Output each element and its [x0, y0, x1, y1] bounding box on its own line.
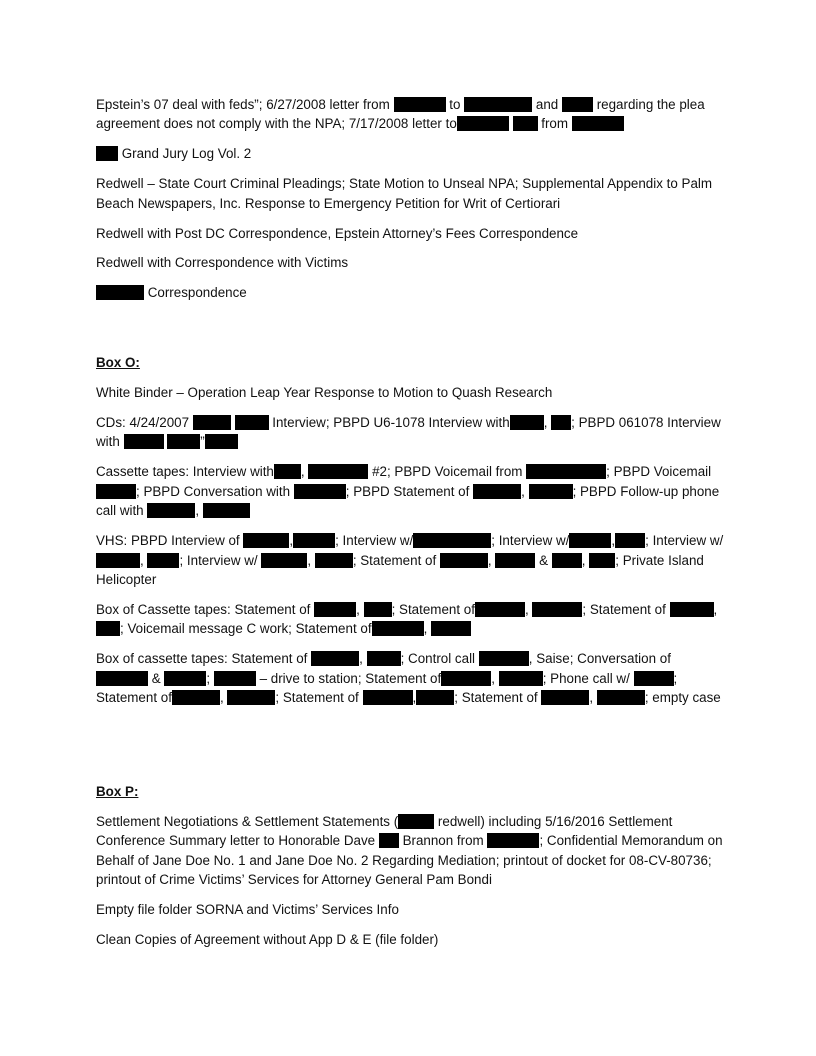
text: ; Statement of: [582, 601, 666, 617]
redaction: [311, 651, 359, 666]
redaction: [572, 116, 624, 131]
text: , Saise; Conversation of: [528, 651, 671, 667]
text: Box of cassette tapes: Statement of: [96, 651, 308, 667]
grand-jury-entry: [96, 144, 724, 163]
text: ; Statement of: [454, 689, 538, 705]
text: ,: [195, 503, 200, 519]
text: Brannon from: [402, 833, 484, 849]
box-cassette-entry-2: [96, 649, 724, 707]
text: ,: [487, 552, 492, 568]
text: ,: [543, 415, 548, 431]
text: and: [535, 97, 559, 112]
cassette-tapes-entry: [96, 462, 724, 520]
redaction: [203, 503, 250, 518]
redaction: [541, 690, 589, 705]
text: ; PBPD 061078 Interview with: [96, 415, 721, 450]
redaction: [96, 621, 120, 636]
text: ,: [359, 651, 363, 667]
redaction: [532, 602, 582, 617]
redaction: [464, 97, 532, 112]
text: ; PBPD Voicemail: [606, 464, 712, 480]
redaction: [294, 484, 346, 499]
redaction: [372, 621, 424, 636]
redwell-victims-entry: Redwell with Correspondence with Victims: [96, 255, 349, 271]
cds-entry: [96, 413, 724, 452]
redaction: [227, 690, 275, 705]
redaction: [552, 553, 582, 568]
redaction: [526, 464, 606, 479]
redaction: [364, 602, 392, 617]
text: ,: [713, 601, 718, 617]
text: Epstein’s 07 deal with feds”; 6/27/2008 letter from: [96, 97, 390, 112]
redaction: [147, 553, 179, 568]
text: ,: [307, 552, 312, 568]
redaction: [167, 434, 200, 449]
correspondence-entry: [96, 283, 724, 302]
text: ,: [356, 601, 360, 617]
redaction: [589, 553, 615, 568]
clean-copies-entry: Clean Copies of Agreement without App D & E (file folder): [96, 931, 439, 947]
box-p-heading: Box P:: [96, 783, 139, 799]
redaction: [431, 621, 471, 636]
redaction: [473, 484, 521, 499]
text: ,: [289, 533, 294, 549]
text: &: [151, 670, 161, 686]
redaction: [96, 285, 144, 300]
text: ; Statement of: [96, 670, 678, 705]
text: ; Interview w/: [335, 533, 414, 549]
redaction: [96, 553, 140, 568]
redaction: [379, 833, 399, 848]
text: ,: [140, 552, 144, 568]
text: Box of Cassette tapes: Statement of: [96, 601, 311, 617]
redaction: [96, 671, 148, 686]
text: redwell) including 5/16/2016 Settlement Conference Summary letter to Honorable Dave: [96, 813, 673, 849]
redaction: [479, 651, 529, 666]
text: ,: [611, 533, 616, 549]
text: ,: [300, 464, 305, 480]
redaction: [510, 415, 544, 430]
redaction: [147, 503, 195, 518]
redaction: [214, 671, 256, 686]
redaction: [124, 434, 164, 449]
redaction: [670, 602, 714, 617]
text: ; Interview w/: [179, 552, 258, 568]
redwell-state-court-entry: Redwell – State Court Criminal Pleadings; State Motion to Unseal NPA; Supplemental Appendix to Palm Beach Newspapers, Inc. Response to Emergency Petition for Writ of Certiorari: [96, 176, 713, 211]
redaction: [363, 690, 413, 705]
redaction: [315, 553, 353, 568]
text: ;: [206, 670, 211, 686]
redaction: [499, 671, 543, 686]
redaction: [193, 415, 231, 430]
text: ; PBPD Statement of: [345, 483, 470, 499]
redaction: [615, 533, 645, 548]
redaction: [274, 464, 301, 479]
redaction: [551, 415, 571, 430]
box-cassette-entry-1: [96, 600, 724, 639]
text: ”: [200, 434, 205, 450]
redaction: [487, 833, 539, 848]
text: ; Confidential Memorandum on Behalf of Jane Doe No. 1 and Jane Doe No. 2 Regarding Mediation; printout of docket for 08-CV-80736; printout of Crime Victims’ Services for Attorney General Pam Bondi: [96, 833, 723, 887]
text: CDs: 4/24/2007: [96, 415, 190, 431]
text: ; Voicemail message C work; Statement of: [120, 621, 372, 637]
redaction: [314, 602, 356, 617]
redaction: [562, 97, 593, 112]
redaction: [96, 146, 118, 161]
redaction: [394, 97, 446, 112]
text: ,: [423, 621, 428, 637]
text: ; Private Island Helicopter: [96, 552, 704, 587]
redaction: [441, 671, 491, 686]
text: Settlement Negotiations & Settlement Statements (: [96, 813, 399, 829]
text: Correspondence: [147, 285, 247, 301]
box-o-heading: Box O:: [96, 355, 140, 371]
text: ,: [521, 483, 525, 499]
text: ,: [581, 552, 586, 568]
text: &: [539, 552, 549, 568]
vhs-entry: [96, 531, 724, 589]
empty-folder-entry: Empty file folder SORNA and Victims’ Services Info: [96, 901, 399, 917]
redaction: [96, 484, 136, 499]
redaction: [261, 553, 307, 568]
redaction: [398, 814, 434, 829]
text: ; Statement of: [352, 552, 437, 568]
redaction: [416, 690, 454, 705]
white-binder-entry: White Binder – Operation Leap Year Response to Motion to Quash Research: [96, 385, 553, 401]
redaction: [569, 533, 611, 548]
redaction: [205, 434, 238, 449]
redaction: [164, 671, 206, 686]
text: ,: [219, 689, 224, 705]
text: ,: [491, 670, 495, 686]
redaction: [597, 690, 645, 705]
redaction: [529, 484, 573, 499]
redaction: [513, 116, 538, 131]
text: to: [449, 97, 461, 112]
text: ; Control call: [400, 651, 476, 667]
redaction: [293, 533, 335, 548]
redaction: [440, 553, 488, 568]
text: Cassette tapes: Interview with: [96, 464, 274, 480]
text: ; Interview w/: [491, 533, 570, 549]
redaction: [308, 464, 368, 479]
redaction: [634, 671, 674, 686]
text: ,: [589, 689, 594, 705]
document-page: [96, 95, 724, 960]
text: Interview; PBPD U6-1078 Interview with: [272, 415, 510, 431]
redwell-post-dc-entry: Redwell with Post DC Correspondence, Epstein Attorney’s Fees Correspondence: [96, 225, 579, 241]
text: – drive to station; Statement of: [259, 670, 442, 686]
text: ,: [524, 601, 529, 617]
spacer: [96, 313, 724, 353]
settlement-entry: [96, 812, 724, 890]
text: ; PBPD Conversation with: [136, 483, 291, 499]
redaction: [413, 533, 491, 548]
redaction: [172, 690, 220, 705]
redaction: [475, 602, 525, 617]
redaction: [457, 116, 509, 131]
redaction: [235, 415, 269, 430]
spacer: [96, 718, 724, 782]
text: regarding the plea agreement does not comply with the NPA; 7/17/2008 letter to: [96, 97, 705, 132]
text: ; Statement of: [391, 601, 475, 617]
text: ; Interview w/: [645, 533, 724, 549]
text: #2; PBPD Voicemail from: [372, 464, 523, 480]
redaction: [495, 553, 535, 568]
redaction: [367, 651, 401, 666]
text: ; Phone call w/: [542, 670, 630, 686]
text: Grand Jury Log Vol. 2: [121, 146, 252, 162]
letters-entry: [96, 95, 724, 134]
text: ; empty case: [644, 689, 721, 705]
redaction: [243, 533, 289, 548]
text: ; Statement of: [275, 689, 359, 705]
text: from: [541, 116, 569, 132]
text: ; PBPD Follow-up phone call with: [96, 483, 720, 519]
text: VHS: PBPD Interview of: [96, 533, 240, 549]
text: ,: [412, 689, 417, 705]
